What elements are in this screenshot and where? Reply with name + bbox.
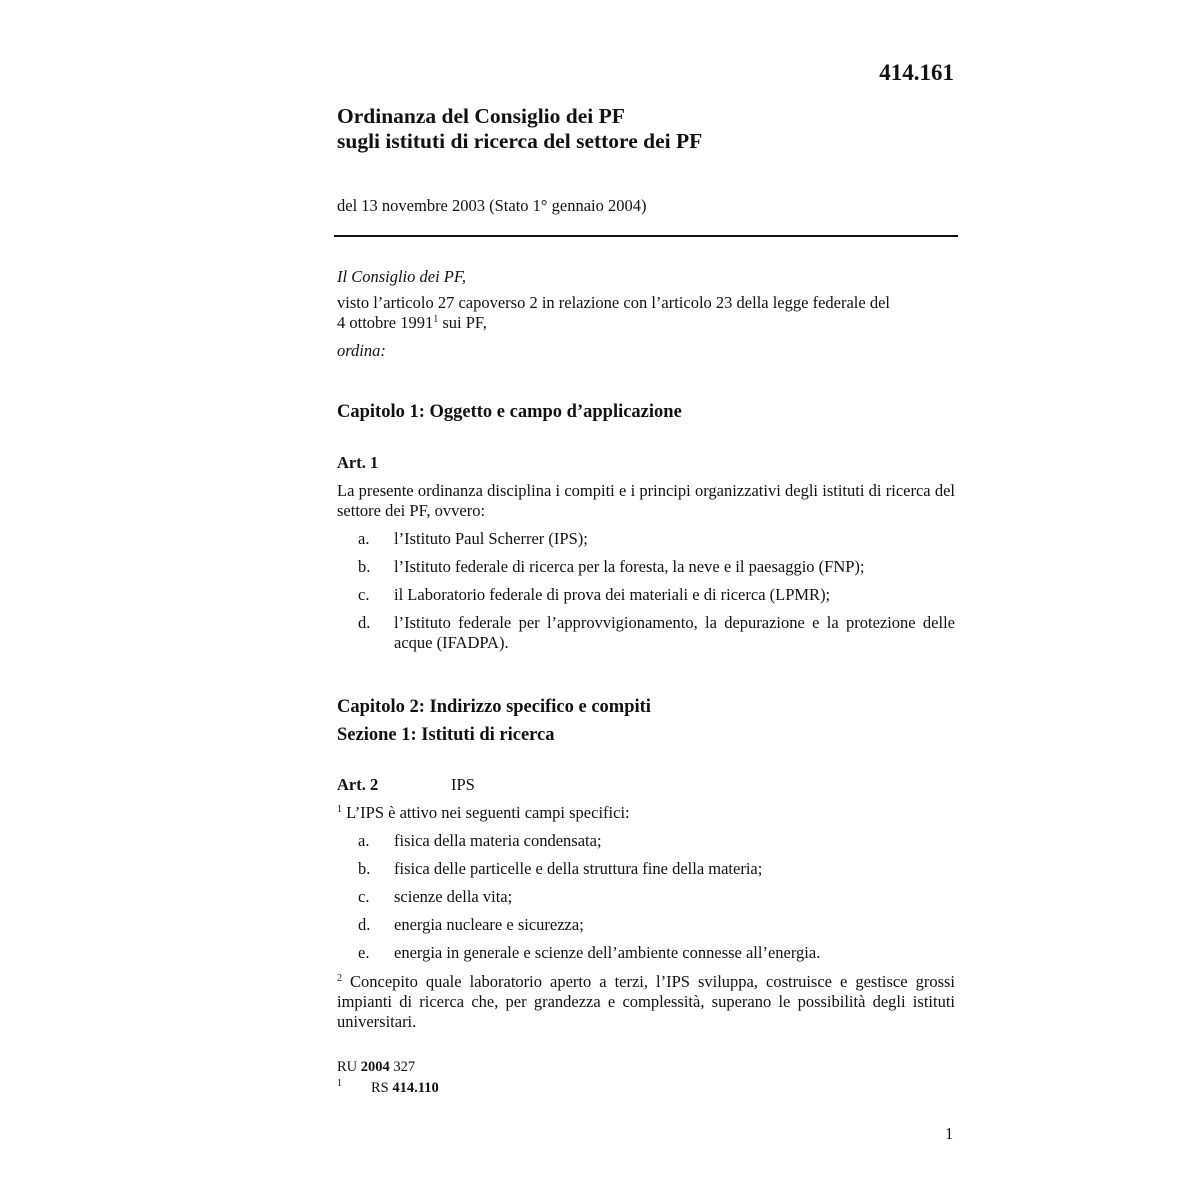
art-2-item-a-letter: a. [358, 831, 370, 850]
preamble-visto [337, 293, 955, 333]
title-line-1: Ordinanza del Consiglio dei PF [337, 104, 625, 128]
preamble-visto-line1: visto l’articolo 27 capoverso 2 in relazione con l’articolo 23 della legge federale del [337, 293, 890, 312]
art-1-item-b-letter: b. [358, 557, 371, 576]
chapter-2-heading: Capitolo 2: Indirizzo specifico e compiti [337, 697, 651, 717]
art-1-item-a-text: l’Istituto Paul Scherrer (IPS); [394, 529, 588, 548]
art-2-item-c-letter: c. [358, 887, 370, 906]
footnote-ref-1[interactable]: 1 [433, 314, 439, 325]
art-1-item-d-letter: d. [358, 613, 371, 632]
title-line-2: sugli istituti di ricerca del settore dei PF [337, 129, 703, 153]
art-2-title: IPS [451, 775, 475, 794]
art-2-para-2 [337, 972, 955, 1032]
art-1-label: Art. 1 [337, 453, 379, 472]
preamble-law: sui PF, [438, 313, 487, 332]
date-line: del 13 novembre 2003 (Stato 1° gennaio 2004) [337, 196, 647, 215]
header-divider [334, 235, 958, 237]
footnote-1-prefix: RS [371, 1080, 393, 1096]
footnote-1-number: 1 [337, 1078, 342, 1089]
art-1-item-d-text: l’Istituto federale per l’approvvigionamento, la depurazione e la protezione delle acque (IFADPA). [394, 613, 955, 652]
art-1-item-a-letter: a. [358, 529, 370, 548]
art-2-item-c-text: scienze della vita; [394, 887, 513, 906]
art-2-item-d-letter: d. [358, 915, 371, 934]
art-1-item-c-letter: c. [358, 585, 370, 604]
chapter-1-heading: Capitolo 1: Oggetto e campo d’applicazione [337, 402, 682, 422]
footnote-ru-page: 327 [389, 1059, 416, 1075]
footnote-1 [337, 1078, 439, 1099]
art-2-item-a-text: fisica della materia condensata; [394, 831, 602, 850]
footnote-ru-year: 2004 [360, 1059, 390, 1075]
footnote-ru-prefix: RU [337, 1059, 361, 1075]
paragraph-number-2: 2 [337, 973, 342, 984]
art-2-item-b-letter: b. [358, 859, 371, 878]
preamble-visto-line2 [337, 313, 955, 333]
art-1-item-b-text: l’Istituto federale di ricerca per la foresta, la neve e il paesaggio (FNP); [394, 557, 865, 576]
art-2-item-e-letter: e. [358, 943, 370, 962]
art-2-label: Art. 2 [337, 775, 379, 794]
footnote-1-ref: 414.110 [392, 1080, 439, 1096]
footnote-ru [337, 1057, 415, 1078]
paragraph-number-1: 1 [337, 804, 342, 815]
art-2-item-b-text: fisica delle particelle e della struttura fine della materia; [394, 859, 763, 878]
preamble-ordina: ordina: [337, 341, 386, 360]
art-2-item-e-text: energia in generale e scienze dell’ambiente connesse all’energia. [394, 943, 821, 962]
art-2-para-1 [337, 803, 955, 823]
art-2-para-2-text: Concepito quale laboratorio aperto a terzi, l’IPS sviluppa, costruisce e gestisce grossi impianti di ricerca che, per grandezza e complessità, superano le possibilità degli istituti universitari. [337, 972, 955, 1031]
preamble-date: 4 ottobre 1991 [337, 313, 434, 332]
art-2-para-1-text: L’IPS è attivo nei seguenti campi specifici: [342, 803, 630, 822]
page-number: 1 [945, 1124, 954, 1143]
preamble-issuer: Il Consiglio dei PF, [337, 267, 466, 286]
art-1-intro: La presente ordinanza disciplina i compiti e i principi organizzativi degli istituti di ricerca del settore dei PF, ovvero: [337, 481, 955, 520]
section-1-heading: Sezione 1: Istituti di ricerca [337, 725, 555, 745]
document-number: 414.161 [879, 60, 954, 85]
art-1-item-c-text: il Laboratorio federale di prova dei materiali e di ricerca (LPMR); [394, 585, 831, 604]
document-title [337, 104, 702, 154]
footnote-1-text [371, 1078, 439, 1099]
art-2-item-d-text: energia nucleare e sicurezza; [394, 915, 584, 934]
